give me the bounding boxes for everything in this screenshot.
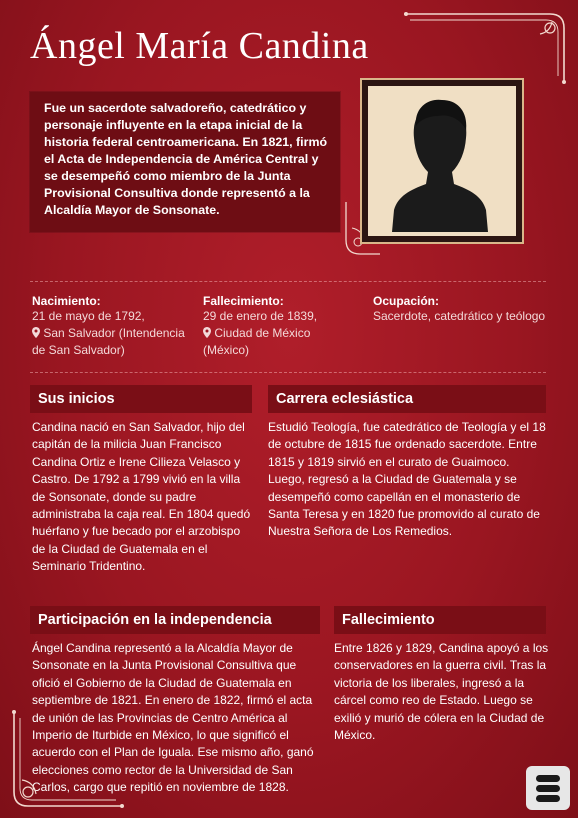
section-header-inicios: Sus inicios: [30, 385, 252, 413]
birth-place-row: [32, 325, 192, 359]
birth-place: San Salvador (Intendencia de San Salvador): [32, 326, 185, 357]
section-text-inicios: Candina nació en San Salvador, hijo del capitán de la milicia Juan Francisco Candina Ortiz e Irene Cilieza Velasco y Castro. De 1792 a 1799 vivió en la villa de Sonsonate, donde su padre administraba la caja real. En 1804 quedó huérfano y fue becado por el arzobispo de la Ciudad de Guatemala en el Seminario Tridentino.: [32, 420, 251, 574]
death-place: Ciudad de México (México): [203, 326, 311, 357]
silhouette-icon: [368, 86, 512, 232]
birth-date: 21 de mayo de 1792,: [32, 309, 145, 323]
ornament-corner-bottom-left-icon: [6, 708, 126, 812]
intro-box: [30, 92, 340, 232]
location-pin-icon: [32, 327, 40, 338]
death-info: [203, 294, 353, 359]
page-title: Ángel María Candina: [30, 25, 369, 67]
birth-info: [32, 294, 192, 359]
brand-logo-icon: [526, 766, 570, 810]
section-text-fallecimiento: Entre 1826 y 1829, Candina apoyó a los conservadores en la guerra civil. Tras la victoria de los liberales, ingresó a la cárcel como reo de Estado. Luego se exilió y murió de cólera en la Ciudad de México.: [334, 641, 549, 743]
section-text-carrera: Estudió Teología, fue catedrático de Teología y el 18 de octubre de 1815 fue ordenado sacerdote. Entre 1815 y 1819 sirvió en el curato de Guaimoco. Luego, regresó a la Ciudad de Guatemala y se desempeñó como capellán en el monasterio de Santa Teresa y en 1820 fue promovido al curato de Nuestra Señora de Los Remedios.: [268, 420, 546, 539]
divider: [30, 372, 546, 373]
occupation-label: Ocupación:: [373, 294, 440, 308]
intro-text: Fue un sacerdote salvadoreño, catedrático y personaje influyente en la etapa inicial de la historia federal centroamericana. En 1821, firmó el Acta de Independencia de América Central y se desempeñó como miembro de la Junta Provisional Consultiva donde representó a la Alcaldía Mayor de Sonsonate.: [44, 101, 328, 217]
death-place-row: [203, 325, 353, 359]
ornament-corner-top-right-icon: [400, 6, 572, 86]
divider: [30, 281, 546, 282]
death-label: Fallecimiento:: [203, 294, 284, 308]
death-date: 29 de enero de 1839,: [203, 309, 318, 323]
location-pin-icon: [203, 327, 211, 338]
section-header-independencia: Participación en la independencia: [30, 606, 320, 634]
occupation-info: [373, 294, 563, 325]
section-text-independencia: Ángel Candina representó a la Alcaldía Mayor de Sonsonate en la Junta Provisional Consultiva que ofició el Gobierno de la Ciudad de Guatemala en septiembre de 1821. En enero de 1822, firmó el acta de unión de las Provincias de Centro América al Imperio de Iturbide en México, lo que significó el acuerdo con el Plan de Iguala. Ese mismo año, ganó elecciones como rector de la Universidad de San Carlos, cargo que repitió en noviembre de 1828.: [32, 641, 314, 795]
portrait-placeholder: [368, 86, 516, 236]
section-header-carrera: Carrera eclesiástica: [268, 385, 546, 413]
brand-logo[interactable]: [526, 766, 570, 810]
occupation-value: Sacerdote, catedrático y teólogo: [373, 309, 546, 323]
portrait-frame: [360, 78, 524, 244]
birth-label: Nacimiento:: [32, 294, 101, 308]
section-header-fallecimiento: Fallecimiento: [334, 606, 546, 634]
